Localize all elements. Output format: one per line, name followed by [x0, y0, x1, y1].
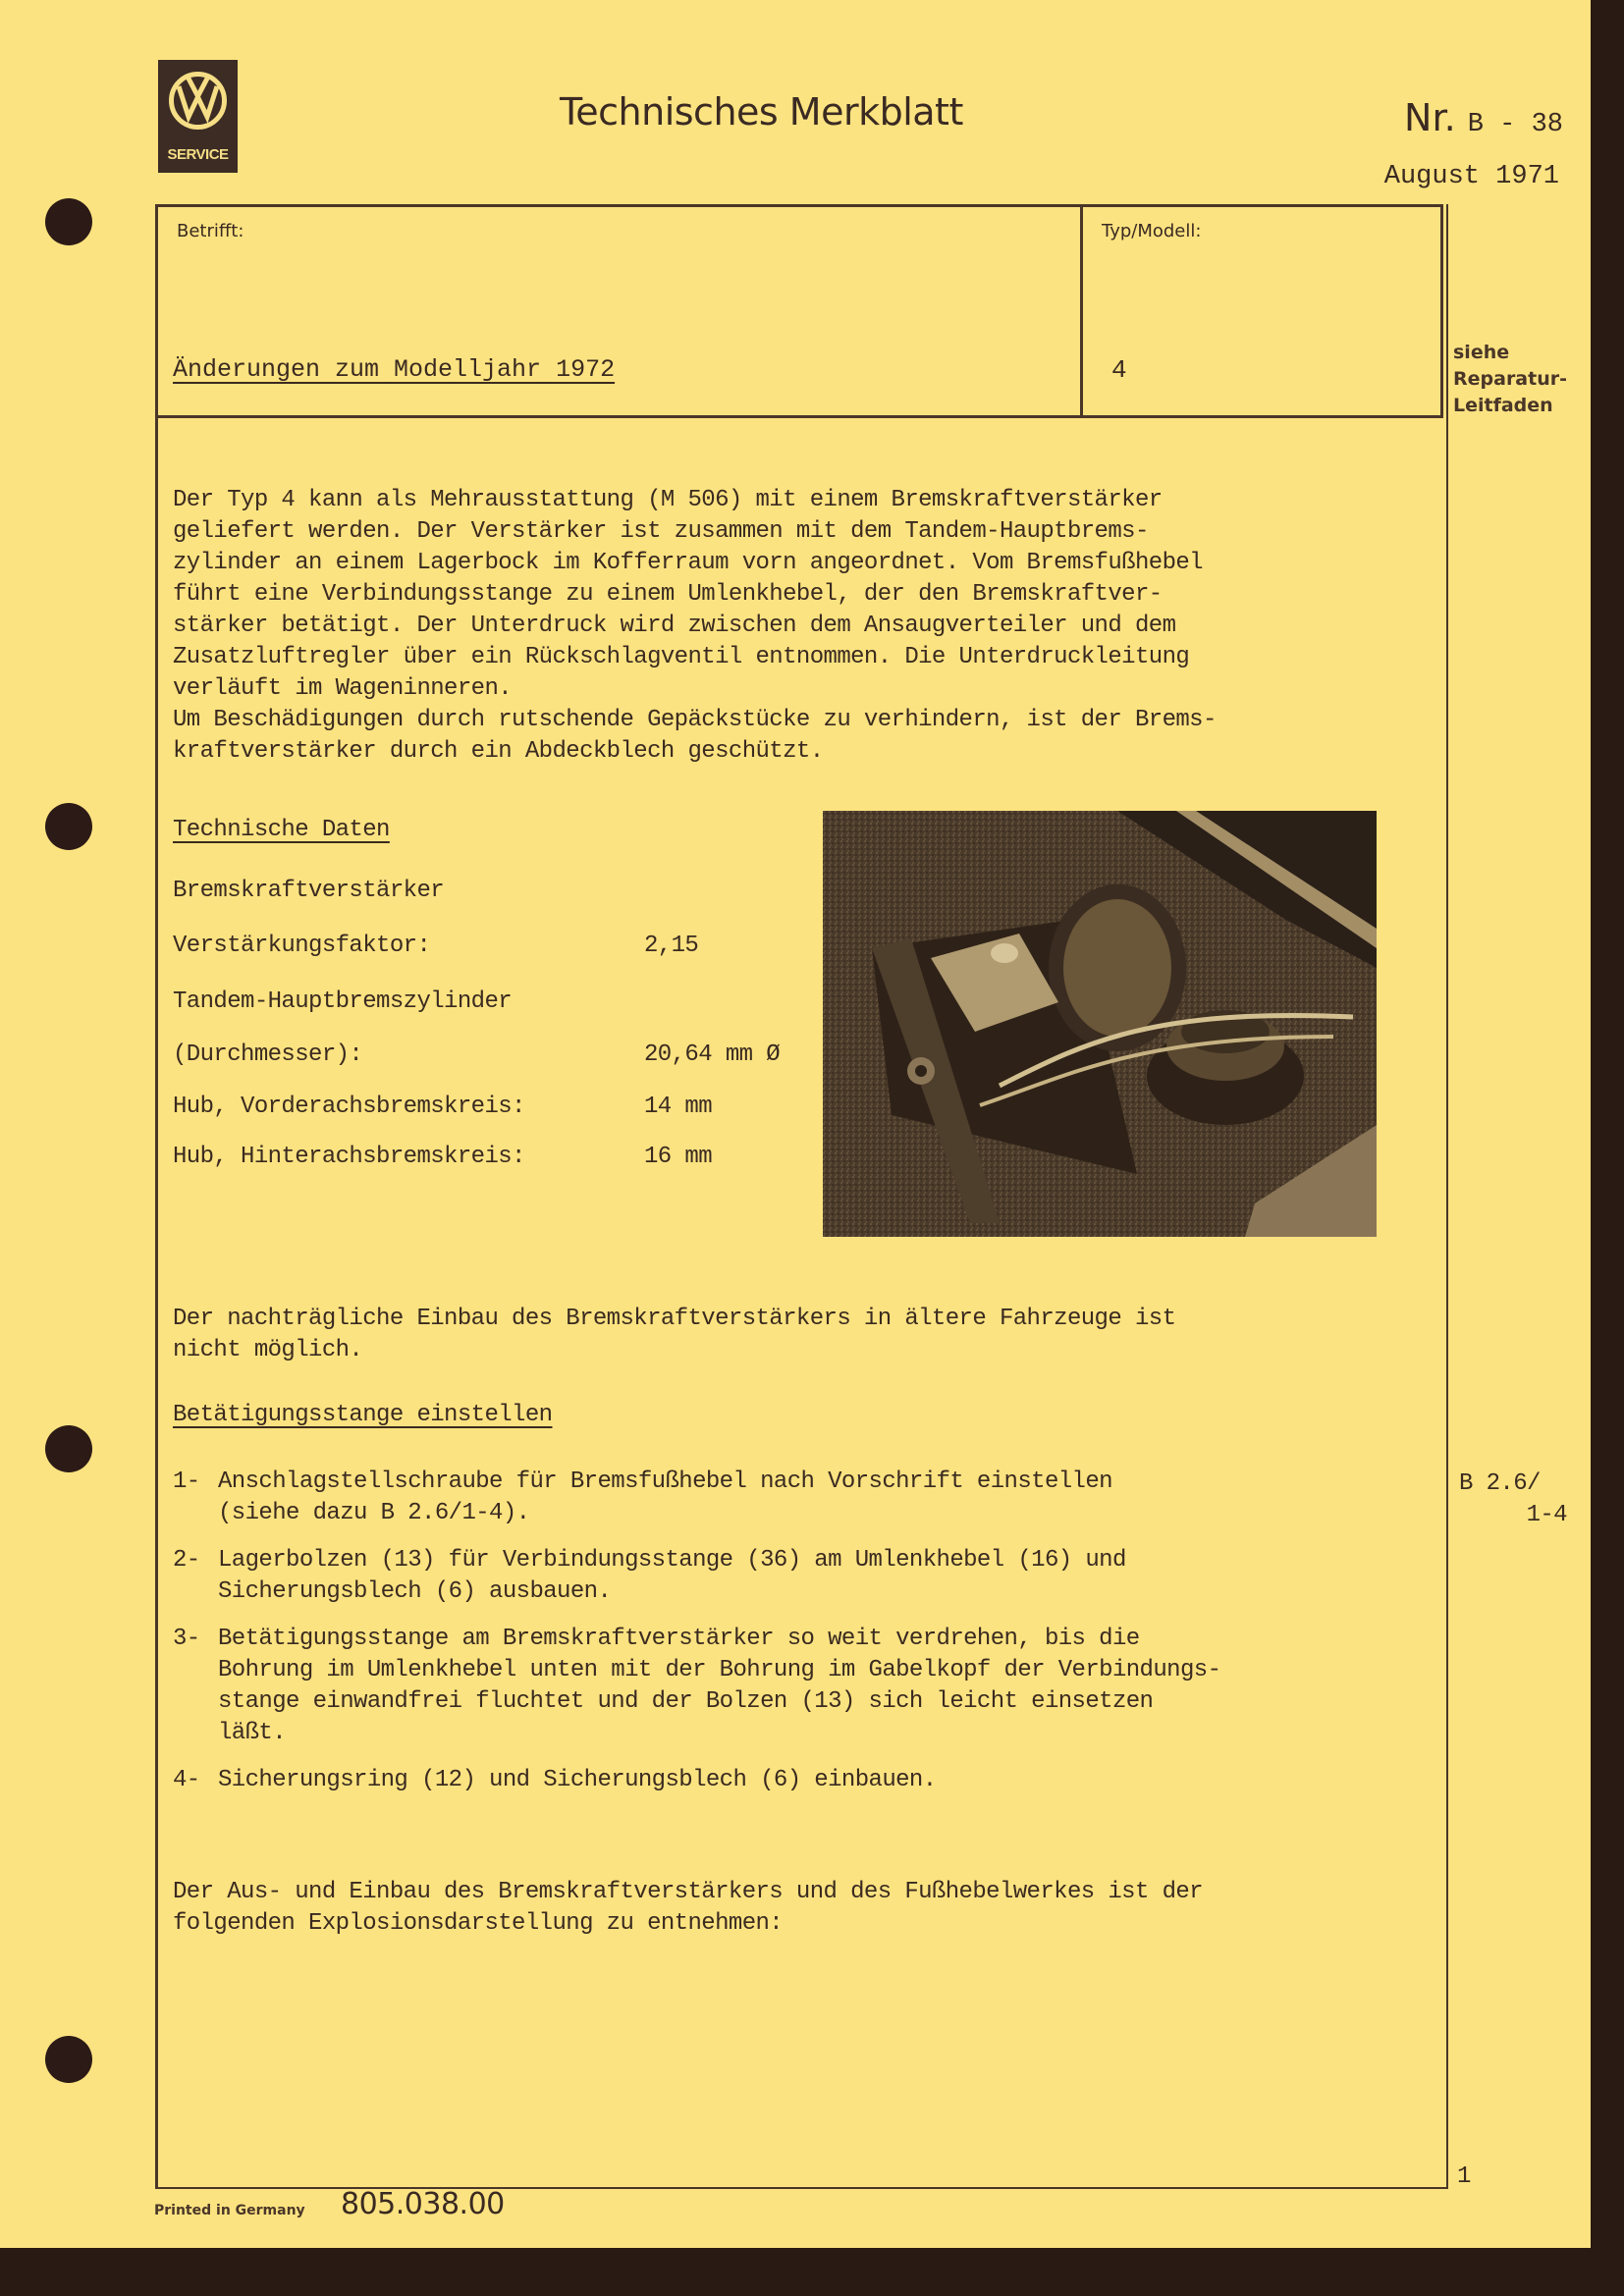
page-number: 1 — [1457, 2163, 1471, 2190]
header-box — [155, 204, 1443, 418]
step-number: 1- — [173, 1468, 200, 1495]
punch-hole — [45, 198, 92, 245]
document-date: August 1971 — [1383, 162, 1559, 191]
logo-service-text: SERVICE — [167, 146, 229, 163]
step-text: Betätigungsstange am Bremskraftverstärker so weit verdrehen, bis die Bohrung im Umlenkhebel unten mit der Bohrung im Gabelkopf der Verbindungs- stange einwandfrei fluchtet und der Bolzen (13) sich leicht einsetzen läßt. — [218, 1626, 1221, 1746]
step-text: Anschlagstellschraube für Bremsfußhebel nach Vorschrift einstellen (siehe dazu B 2.6/1-4). — [218, 1468, 1112, 1526]
closing-text: Der Aus- und Einbau des Bremskraftverstärkers und des Fußhebelwerkes ist der folgenden Explosionsdarstellung zu entnehmen: — [173, 1879, 1203, 1937]
vw-service-logo — [158, 60, 238, 173]
intro-paragraph: Der Typ 4 kann als Mehrausstattung (M 506) mit einem Bremskraftverstärker geliefert werden. Der Verstärker ist zusammen mit dem Tandem-Hauptbrems- zylinder an einem Lagerbock im Kofferraum vorn angeordnet. Vom Bremsfußhebel führt eine Verbindungsstange zu einem Umlenkhebel, der den Bremskraftver- stärker betätigt. Der Unterdruck wird zwischen dem Ansaugverteiler und dem Zusatzluftregler über ein Rückschlagventil entnommen. Die Unterdruckleitung verläuft im Wageninneren. — [173, 487, 1203, 702]
document-code: 805.038.00 — [341, 2187, 505, 2221]
brake-booster-photo — [823, 811, 1377, 1237]
header-divider — [1080, 204, 1083, 418]
tech-row-label: Tandem-Hauptbremszylinder — [173, 988, 513, 1015]
typ-modell-value: 4 — [1111, 355, 1127, 385]
procedure-heading: Betätigungsstange einstellen — [173, 1402, 553, 1428]
side-note-line: siehe — [1453, 342, 1510, 363]
tech-row-value: 16 mm — [644, 1144, 713, 1170]
printed-in-germany: Printed in Germany — [154, 2203, 305, 2218]
vw-emblem-icon — [167, 70, 229, 132]
step-number: 4- — [173, 1767, 200, 1793]
document-number-value: B - 38 — [1467, 110, 1563, 139]
document-title: Technisches Merkblatt — [560, 90, 963, 133]
betrifft-label: Betrifft: — [177, 221, 244, 241]
tech-row-label: Verstärkungsfaktor: — [173, 933, 431, 959]
punch-hole — [45, 1425, 92, 1472]
punch-hole — [45, 2036, 92, 2083]
punch-hole — [45, 803, 92, 850]
document-number — [1404, 96, 1563, 139]
subject-value: Änderungen zum Modelljahr 1972 — [173, 355, 616, 384]
tech-row-label: Hub, Vorderachsbremskreis: — [173, 1094, 525, 1120]
margin-reference-line: 1-4 — [1526, 1502, 1567, 1528]
step-number: 3- — [173, 1626, 200, 1652]
step-number: 2- — [173, 1547, 200, 1574]
tech-row-value: 2,15 — [644, 933, 699, 959]
scan-border-right — [1591, 0, 1624, 2296]
typ-modell-label: Typ/Modell: — [1102, 221, 1202, 241]
side-note-line: Reparatur- — [1453, 368, 1567, 390]
margin-reference — [1459, 1468, 1567, 1531]
tech-row-value: 20,64 mm Ø — [644, 1041, 781, 1068]
retrofit-note: Der nachträgliche Einbau des Bremskraftverstärkers in ältere Fahrzeuge ist nicht möglich. — [173, 1306, 1176, 1363]
step-text: Lagerbolzen (13) für Verbindungsstange (36) am Umlenkhebel (16) und Sicherungsblech (6) ausbauen. — [218, 1547, 1126, 1605]
tech-group-label: Bremskraftverstärker — [173, 878, 445, 904]
tech-row-label: Hub, Hinterachsbremskreis: — [173, 1144, 525, 1170]
margin-reference-line: B 2.6/ — [1459, 1470, 1541, 1497]
intro-paragraph: Um Beschädigungen durch rutschende Gepäckstücke zu verhindern, ist der Brems- kraftverstärker durch ein Abdeckblech geschützt. — [173, 707, 1217, 765]
document-number-label: Nr. — [1404, 96, 1456, 139]
side-note-reference — [1453, 340, 1567, 419]
scan-border-bottom — [0, 2248, 1624, 2296]
tech-row-value: 14 mm — [644, 1094, 713, 1120]
side-note-line: Leitfaden — [1453, 395, 1553, 416]
tech-row-label: (Durchmesser): — [173, 1041, 363, 1068]
tech-data-heading: Technische Daten — [173, 817, 390, 843]
step-text: Sicherungsring (12) und Sicherungsblech (6) einbauen. — [218, 1767, 937, 1793]
